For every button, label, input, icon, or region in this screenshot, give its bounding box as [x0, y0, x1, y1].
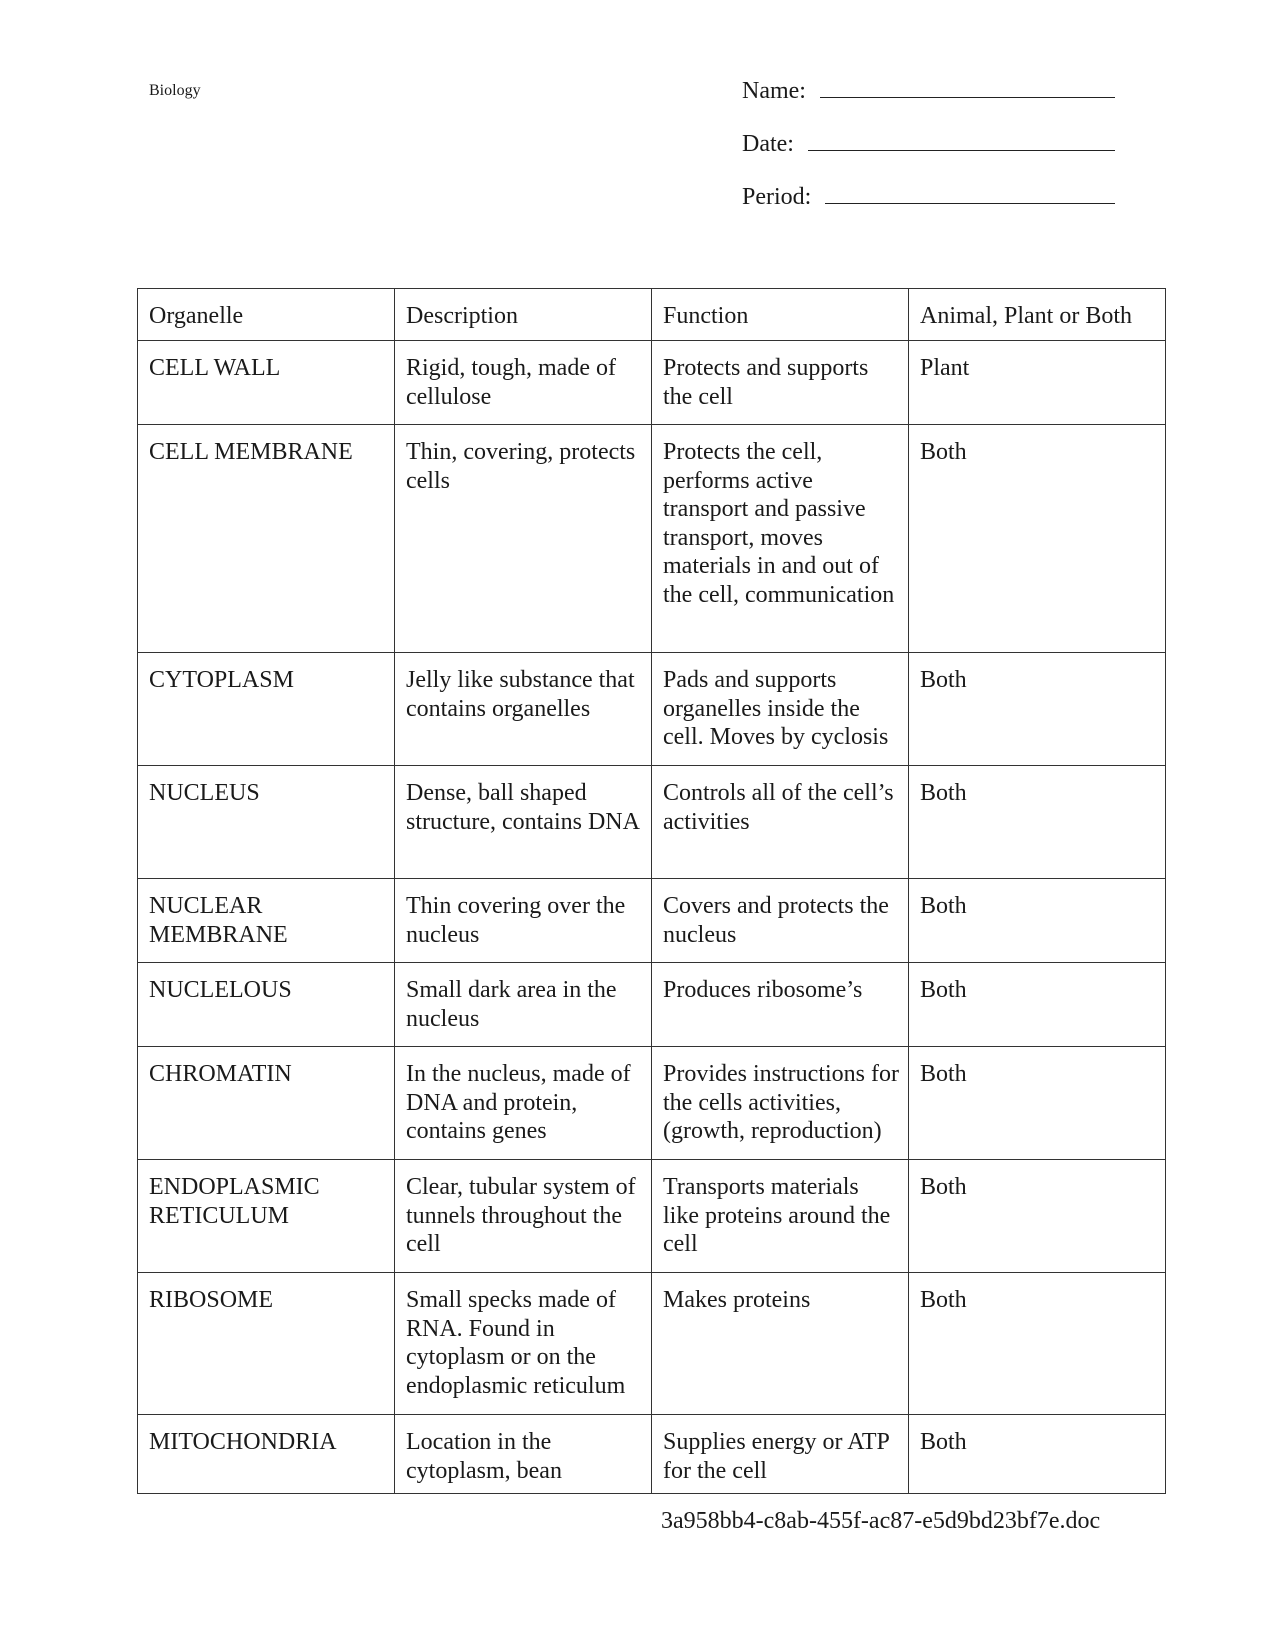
table-row [138, 341, 1166, 425]
description-cell: Small dark area in the nucleus [395, 963, 652, 1047]
type-cell: Both [909, 963, 1166, 1047]
date-label: Date: [742, 131, 794, 157]
date-blank-line [808, 128, 1115, 151]
description-cell: Thin, covering, protects cells [395, 425, 652, 653]
description-cell: Clear, tubular system of tunnels throughout the cell [395, 1160, 652, 1273]
description-cell: Jelly like substance that contains organelles [395, 653, 652, 766]
organelle-cell: NUCLEAR MEMBRANE [138, 879, 395, 963]
function-cell: Protects the cell, performs active transport and passive transport, moves materials in and out of the cell, communication [652, 425, 909, 653]
description-cell: Rigid, tough, made of cellulose [395, 341, 652, 425]
table-header-row [138, 289, 1166, 341]
column-header-description: Description [395, 289, 652, 341]
function-cell: Provides instructions for the cells activities, (growth, reproduction) [652, 1047, 909, 1160]
function-cell: Makes proteins [652, 1273, 909, 1415]
table-row [138, 963, 1166, 1047]
name-field [742, 75, 1115, 105]
type-cell: Both [909, 1415, 1166, 1494]
organelle-table [137, 288, 1166, 1494]
type-cell: Both [909, 1047, 1166, 1160]
column-header-function: Function [652, 289, 909, 341]
organelle-cell: RIBOSOME [138, 1273, 395, 1415]
subject-label: Biology [149, 82, 201, 99]
column-header-type: Animal, Plant or Both [909, 289, 1166, 341]
function-cell: Supplies energy or ATP for the cell [652, 1415, 909, 1494]
type-cell: Both [909, 653, 1166, 766]
description-cell: Thin covering over the nucleus [395, 879, 652, 963]
date-field [742, 128, 1115, 158]
organelle-cell: ENDOPLASMIC RETICULUM [138, 1160, 395, 1273]
table-row [138, 1273, 1166, 1415]
table-row [138, 766, 1166, 879]
function-cell: Produces ribosome’s [652, 963, 909, 1047]
document-filename: 3a958bb4-c8ab-455f-ac87-e5d9bd23bf7e.doc [661, 1508, 1101, 1534]
organelle-cell: CHROMATIN [138, 1047, 395, 1160]
type-cell: Both [909, 1273, 1166, 1415]
name-blank-line [820, 75, 1115, 98]
description-cell: Location in the cytoplasm, bean [395, 1415, 652, 1494]
organelle-cell: CELL WALL [138, 341, 395, 425]
period-field [742, 181, 1115, 211]
type-cell: Both [909, 1160, 1166, 1273]
table-row [138, 1160, 1166, 1273]
organelle-cell: NUCLEUS [138, 766, 395, 879]
description-cell: In the nucleus, made of DNA and protein, contains genes [395, 1047, 652, 1160]
table-row [138, 425, 1166, 653]
table-row [138, 1047, 1166, 1160]
description-cell: Small specks made of RNA. Found in cytoplasm or on the endoplasmic reticulum [395, 1273, 652, 1415]
period-blank-line [825, 181, 1115, 204]
function-cell: Covers and protects the nucleus [652, 879, 909, 963]
organelle-cell: CYTOPLASM [138, 653, 395, 766]
organelle-cell: CELL MEMBRANE [138, 425, 395, 653]
type-cell: Both [909, 425, 1166, 653]
name-label: Name: [742, 78, 806, 104]
column-header-organelle: Organelle [138, 289, 395, 341]
function-cell: Pads and supports organelles inside the cell. Moves by cyclosis [652, 653, 909, 766]
type-cell: Plant [909, 341, 1166, 425]
function-cell: Protects and supports the cell [652, 341, 909, 425]
function-cell: Controls all of the cell’s activities [652, 766, 909, 879]
period-label: Period: [742, 184, 812, 210]
table-row [138, 653, 1166, 766]
organelle-cell: NUCLELOUS [138, 963, 395, 1047]
description-cell: Dense, ball shaped structure, contains DNA [395, 766, 652, 879]
function-cell: Transports materials like proteins around the cell [652, 1160, 909, 1273]
organelle-cell: MITOCHONDRIA [138, 1415, 395, 1494]
type-cell: Both [909, 766, 1166, 879]
table-row [138, 879, 1166, 963]
table-row [138, 1415, 1166, 1494]
type-cell: Both [909, 879, 1166, 963]
